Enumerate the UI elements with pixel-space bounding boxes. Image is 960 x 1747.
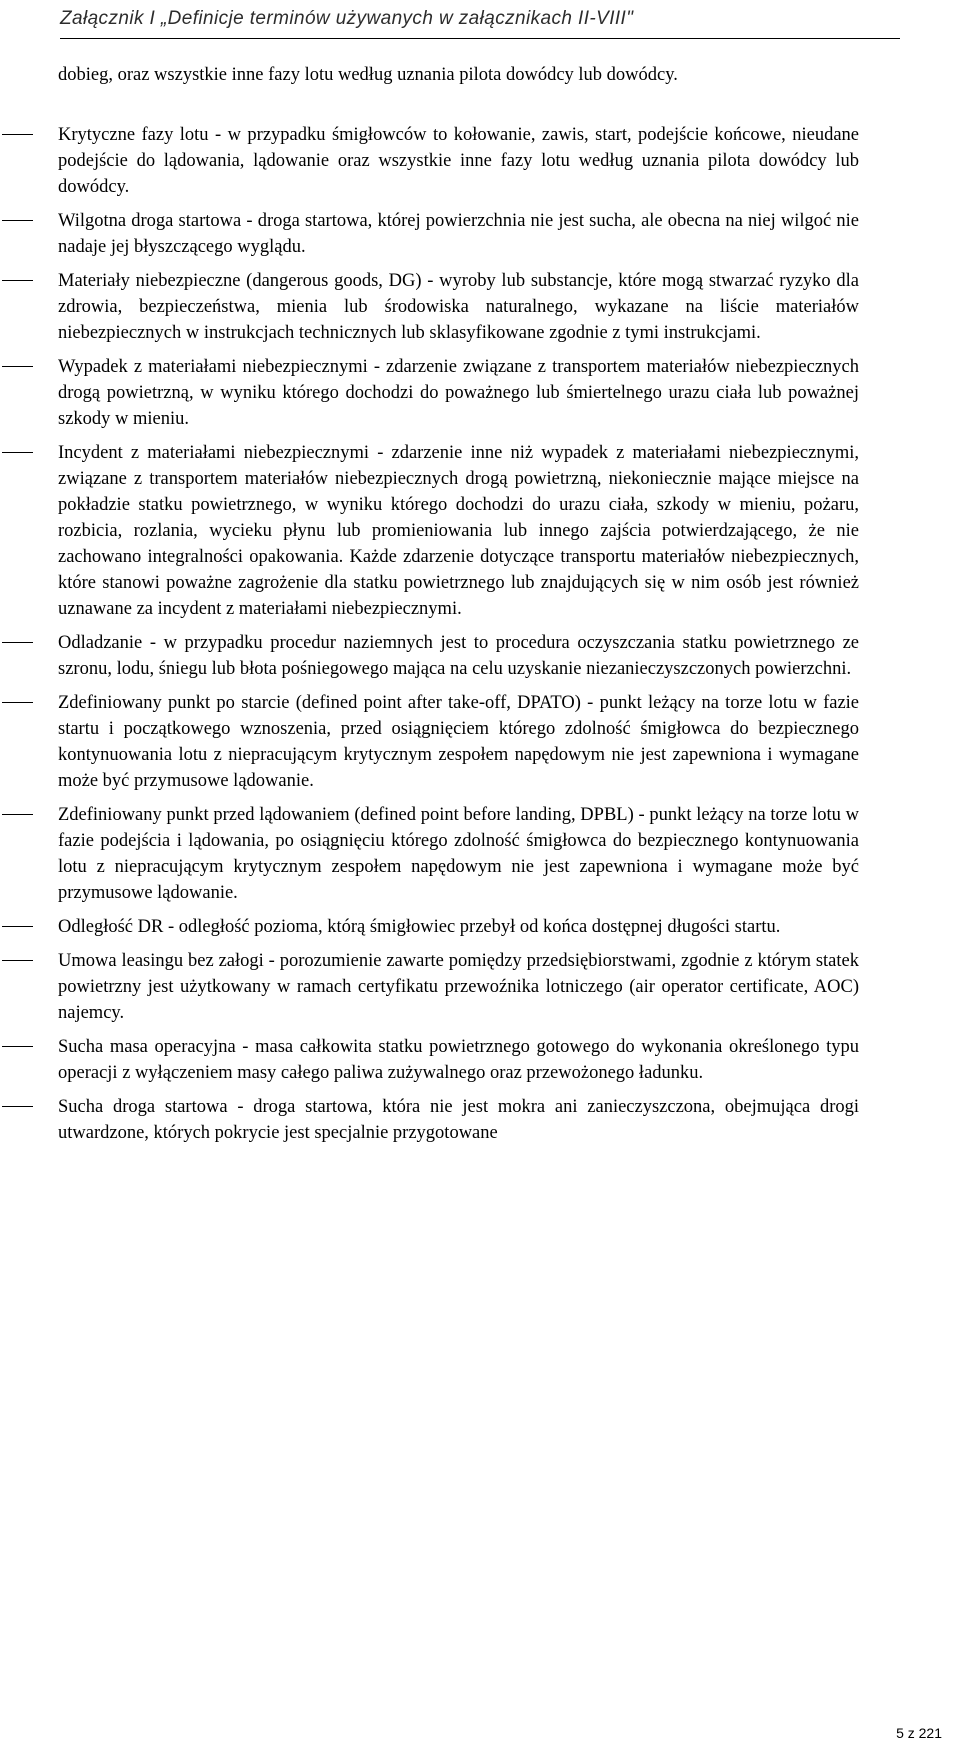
definition-item — [0, 914, 859, 940]
definition-text: Krytyczne fazy lotu - w przypadku śmigłowców to kołowanie, zawis, start, podejście końcowe, nieudane podejście do lądowania, lądowanie oraz wszystkie inne fazy lotu według uznania pilota dowódcy lub dowódcy. — [58, 125, 859, 197]
dash-bullet-icon — [2, 814, 33, 815]
definition-item — [0, 208, 859, 260]
definition-item — [0, 122, 859, 200]
definition-text: Zdefiniowany punkt po starcie (defined point after take-off, DPATO) - punkt leżący na torze lotu w fazie startu i początkowego wznoszenia, przed osiągnięciem którego zdolność śmigłowca do bezpiecznego kontynuowania lotu z niepracującym krytycznym zespołem napędowym nie jest zapewniona i wymagane może być przymusowe lądowanie. — [58, 693, 859, 791]
definition-text: Odladzanie - w przypadku procedur naziemnych jest to procedura oczyszczania statku powietrznego ze szronu, lodu, śniegu lub błota pośniegowego mająca na celu uzyskanie niezanieczyszczonych powierzchni. — [58, 633, 859, 679]
dash-bullet-icon — [2, 452, 33, 453]
definition-item — [0, 440, 859, 622]
definition-item — [0, 1034, 859, 1086]
dash-bullet-icon — [2, 926, 33, 927]
definitions-list — [0, 122, 960, 1154]
dash-bullet-icon — [2, 642, 33, 643]
definition-item — [0, 268, 859, 346]
definition-text: Sucha droga startowa - droga startowa, która nie jest mokra ani zanieczyszczona, obejmująca drogi utwardzone, których pokrycie jest specjalnie przygotowane — [58, 1097, 859, 1143]
page-header — [60, 4, 900, 39]
dash-bullet-icon — [2, 1046, 33, 1047]
definition-text: Sucha masa operacyjna - masa całkowita statku powietrznego gotowego do wykonania określonego typu operacji z wyłączeniem masy całego paliwa zużywalnego oraz przewożonego ładunku. — [58, 1037, 859, 1083]
definition-text: Zdefiniowany punkt przed lądowaniem (defined point before landing, DPBL) - punkt leżący na torze lotu w fazie podejścia i lądowania, po osiągnięciu którego zdolność śmigłowca do bezpiecznego kontynuowania lotu z niepracującym krytycznym zespołem napędowym nie jest zapewniona i wymagane może być przymusowe lądowanie. — [58, 805, 859, 903]
definition-text: Materiały niebezpieczne (dangerous goods, DG) - wyroby lub substancje, które mogą stwarzać ryzyko dla zdrowia, bezpieczeństwa, mienia lub środowiska naturalnego, wykazane na liście materiałów niebezpiecznych w instrukcjach technicznych lub sklasyfikowane zgodnie z tymi instrukcjami. — [58, 271, 859, 343]
definition-text: Incydent z materiałami niebezpiecznymi - zdarzenie inne niż wypadek z materiałami niebezpiecznymi, związane z transportem materiałów niebezpiecznych drogą powietrzną, niekoniecznie mające miejsce na pokładzie statku powietrznego, w wyniku którego dochodzi do urazu ciała, szkody w mieniu, pożaru, rozbicia, rozlania, wycieku płynu lub promieniowania lub innego zajścia potwierdzającego, że nie zachowano integralności opakowania. Każde zdarzenie dotyczące transportu materiałów niebezpiecznych, które stanowi poważne zagrożenie dla statku powietrznego lub znajdujących się w nim osób jest również uznawane za incydent z materiałami niebezpiecznymi. — [58, 443, 859, 619]
definition-item — [0, 690, 859, 794]
page-header-title: Załącznik I „Definicje terminów używanych w załącznikach II-VIII" — [60, 8, 634, 29]
dash-bullet-icon — [2, 134, 33, 135]
dash-bullet-icon — [2, 1106, 33, 1107]
definition-item — [0, 354, 859, 432]
definition-item — [0, 1094, 859, 1146]
dash-bullet-icon — [2, 280, 33, 281]
continuation-paragraph: dobieg, oraz wszystkie inne fazy lotu według uznania pilota dowódcy lub dowódcy. — [58, 65, 678, 85]
page-number: 5 z 221 — [896, 1725, 942, 1741]
definition-item — [0, 630, 859, 682]
dash-bullet-icon — [2, 960, 33, 961]
dash-bullet-icon — [2, 220, 33, 221]
definition-item — [0, 802, 859, 906]
definition-item — [0, 948, 859, 1026]
definition-text: Umowa leasingu bez załogi - porozumienie zawarte pomiędzy przedsiębiorstwami, zgodnie z którym statek powietrzny jest użytkowany w ramach certyfikatu przewoźnika lotniczego (air operator certificate, AOC) najemcy. — [58, 951, 859, 1023]
definition-text: Odległość DR - odległość pozioma, którą śmigłowiec przebył od końca dostępnej długości startu. — [58, 917, 781, 937]
dash-bullet-icon — [2, 702, 33, 703]
definition-text: Wypadek z materiałami niebezpiecznymi - zdarzenie związane z transportem materiałów niebezpiecznych drogą powietrzną, w wyniku którego dochodzi do poważnego lub śmiertelnego urazu ciała lub poważnej szkody w mieniu. — [58, 357, 859, 429]
dash-bullet-icon — [2, 366, 33, 367]
definition-text: Wilgotna droga startowa - droga startowa, której powierzchnia nie jest sucha, ale obecna na niej wilgoć nie nadaje jej błyszczącego wyglądu. — [58, 211, 859, 257]
